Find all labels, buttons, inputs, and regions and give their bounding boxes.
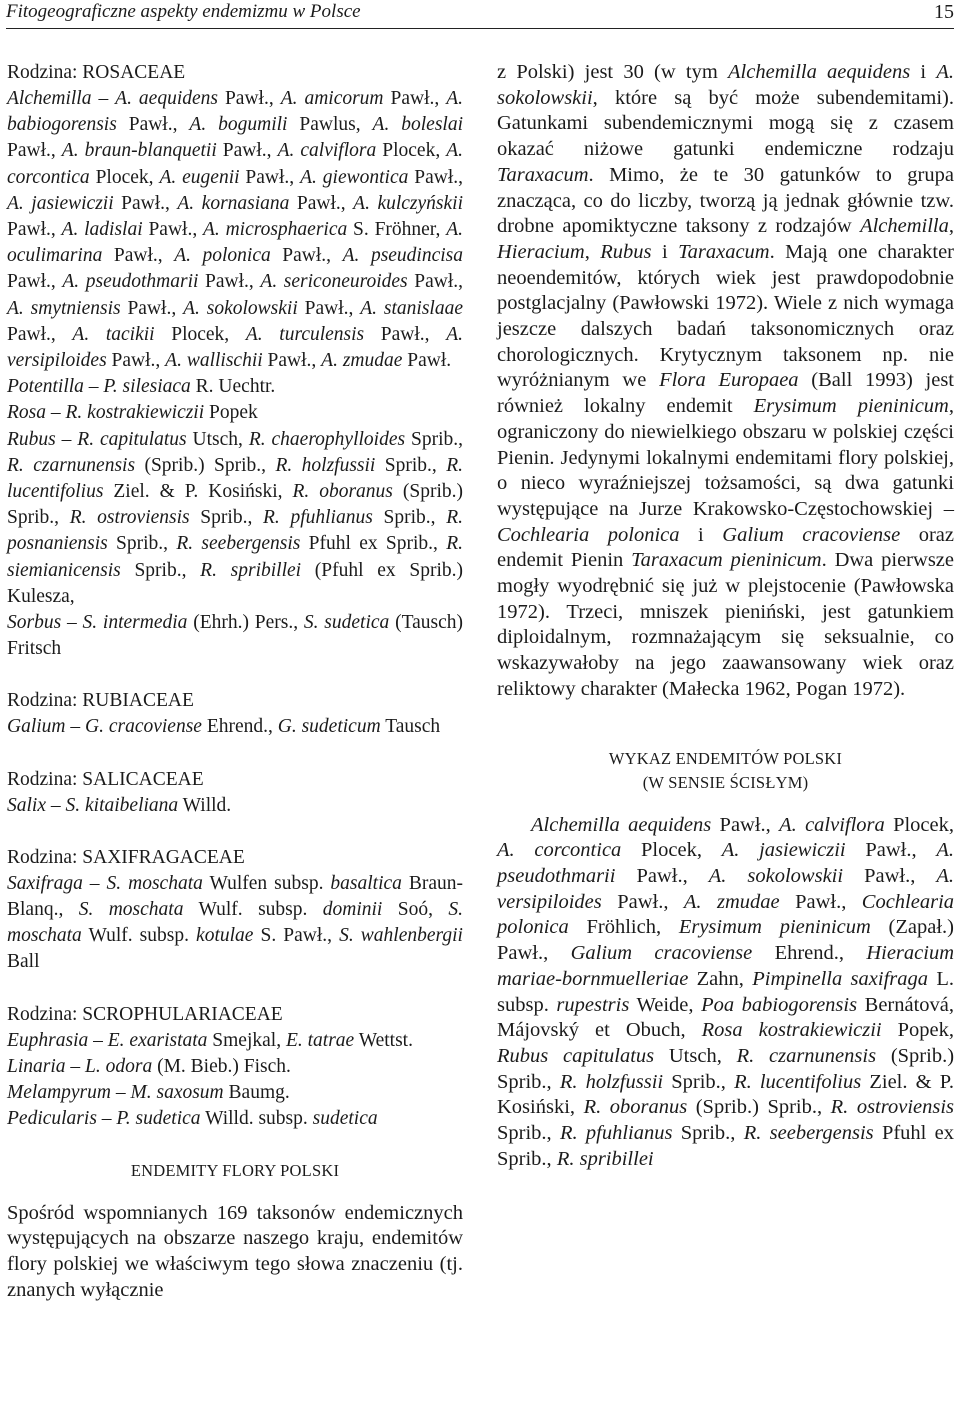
taxon-name: A. microsphaerica xyxy=(202,219,348,241)
text-run: Sprib., xyxy=(375,454,447,476)
spacer xyxy=(7,1133,463,1159)
taxon-name: Poa babiogorensis xyxy=(701,993,858,1016)
page-number: 15 xyxy=(934,1,954,23)
taxon-name: Salix xyxy=(7,794,46,816)
section-heading: ENDEMITY FLORY POLSKI xyxy=(130,1160,340,1180)
taxon-name: A. sokolowskii xyxy=(497,61,954,109)
taxon-entry xyxy=(7,427,463,610)
text-run: Pawł., xyxy=(779,890,862,913)
text-run: Pawł., xyxy=(7,140,62,162)
text-run: – xyxy=(83,376,104,398)
taxon-name: R. lucentifolius xyxy=(7,454,463,503)
taxon-name: R. oboranus xyxy=(292,481,393,503)
taxon-name: Alchemilla aequidens xyxy=(728,61,911,83)
text-run: L. subsp. xyxy=(497,967,955,1016)
taxon-name: R. holzfussii xyxy=(275,454,376,476)
running-header xyxy=(6,0,954,29)
taxon-name: R. pfuhlianus xyxy=(263,507,373,529)
taxon-name: Rosa xyxy=(7,402,46,424)
taxon-name: R. lucentifolius xyxy=(734,1070,862,1093)
taxon-name: A. aequidens xyxy=(115,88,218,109)
text-run: Ziel. & P. Kosiński, xyxy=(497,1070,954,1119)
taxon-name: A. polonica xyxy=(174,245,271,267)
text-run: – xyxy=(46,794,66,816)
spacer xyxy=(497,795,954,813)
text-run: – xyxy=(65,1055,86,1077)
text-run: (Sprib.) Sprib., xyxy=(135,454,276,476)
text-run: . Mają one charakter neoendemitów, których wiek jest prawdopodobnie postglacjalny (Pawłowski 1972). Wiele z nich wymaga jeszcze dalszych badań taksonomicznych oraz chorologicznych. Krytycznym taksonem np. nie wyróżnianym we xyxy=(497,240,955,392)
taxon-entry xyxy=(7,86,463,374)
taxon-entry xyxy=(7,610,463,662)
family-heading: Rodzina: SCROPHULARIACEAE xyxy=(7,1003,283,1025)
text-run: Ziel. & P. Kosiński, xyxy=(103,481,293,503)
text-run: Utsch, xyxy=(186,428,249,450)
text-run: . Dwa pierwsze mogły wyodrębnić się już w plejstocenie (Pawłowska 1972). Trzeci, mniszek pieniński, jest gatunkiem diploidalnym, rozmnażającym się seksualnie, co wskazywałoby na jego zaawansowany wiek oraz reliktowy charakter (Małecka 1962, Pogan 1972). xyxy=(497,549,954,700)
taxon-name: sudetica xyxy=(312,1108,378,1130)
text-run: (Ball 1993) jest również lokalny endemit xyxy=(497,369,954,418)
text-run: Sprib., xyxy=(405,428,463,450)
taxon-name: R. seebergensis xyxy=(176,533,301,555)
spacer xyxy=(7,819,463,845)
text-run: Pfuhl ex Sprib., xyxy=(300,533,447,555)
spacer xyxy=(7,741,463,767)
taxon-name: P. silesiaca xyxy=(103,376,191,398)
taxon-name: A. stanislaae xyxy=(360,297,463,319)
taxon-name: L. odora xyxy=(85,1055,153,1077)
text-run: Plocek, xyxy=(154,323,246,345)
taxon-name: Linaria xyxy=(7,1055,66,1077)
taxon-name: S. moschata xyxy=(78,899,184,921)
taxon-entry xyxy=(7,871,463,976)
text-run: i xyxy=(679,523,723,546)
taxon-name: A. jasiewiczii xyxy=(721,839,846,862)
taxon-entry xyxy=(7,374,463,400)
text-run: Pawlus, xyxy=(287,114,373,136)
taxon-name: Rubus xyxy=(600,240,652,263)
taxon-name: G. cracoviense xyxy=(85,716,202,738)
text-run: Spośród wspomnianych 169 taksonów endemicznych występujących na obszarze naszego kraju, endemitów flory polskiej we właściwym tego słowa znaczeniu (tj. znanych wyłącznie xyxy=(7,1201,463,1301)
text-run: Pfuhl ex Sprib., xyxy=(497,1122,954,1170)
taxon-name: Cochlearia polonica xyxy=(497,523,680,546)
text-run: – xyxy=(91,88,116,109)
text-run: Popek, xyxy=(881,1019,955,1042)
text-run: Pawł., xyxy=(142,219,203,241)
text-run: Tausch xyxy=(380,716,441,738)
text-run: Pawł., xyxy=(289,192,354,214)
taxon-name: Alchemilla xyxy=(7,88,92,109)
text-run: (Ehrh.) Pers., xyxy=(187,612,304,634)
taxon-name: A. versipiloides xyxy=(7,323,463,372)
text-run: Plocek, xyxy=(621,839,722,862)
taxon-name: A. pseudothmarii xyxy=(62,271,199,293)
taxon-name: A. wallischii xyxy=(165,350,263,372)
taxon-name: R. pfuhlianus xyxy=(559,1122,673,1145)
taxon-name: Cochlearia polonica xyxy=(497,890,955,939)
taxon-name: R. ostroviensis xyxy=(69,507,190,529)
text-run: Pawł., xyxy=(845,839,937,862)
text-run: Ehrend., xyxy=(201,716,278,738)
text-run: Pawł., xyxy=(7,219,62,241)
text-run: Pawł., xyxy=(364,323,447,345)
spacer xyxy=(7,1183,463,1201)
text-run: – xyxy=(96,1108,117,1130)
taxon-name: Potentilla xyxy=(7,376,84,398)
taxon-name: Galium xyxy=(7,716,66,738)
taxon-name: A. zmudae xyxy=(683,890,780,913)
text-run: – xyxy=(61,612,83,634)
text-run: Sprib., xyxy=(120,559,201,581)
taxon-name: S. wahlenbergii xyxy=(339,925,463,947)
spacer xyxy=(7,662,463,688)
text-run: Pawł., xyxy=(407,271,463,293)
taxon-name: R. seebergensis xyxy=(743,1122,874,1145)
taxon-name: A. kornasiana xyxy=(177,192,290,214)
text-run: Popek xyxy=(204,402,258,424)
taxon-name: E. tatrae xyxy=(285,1029,355,1051)
taxon-entry xyxy=(7,1028,463,1054)
taxon-name: Pimpinella saxifraga xyxy=(752,967,929,990)
text-run: – xyxy=(82,872,107,894)
taxon-name: A. smytniensis xyxy=(7,297,121,319)
family-heading: Rodzina: SAXIFRAGACEAE xyxy=(7,846,245,868)
text-run: Wettst. xyxy=(354,1029,413,1051)
spacer xyxy=(497,703,954,747)
taxon-name: R. posnaniensis xyxy=(7,507,463,555)
taxon-entry xyxy=(7,714,463,740)
taxon-name: A. tacikii xyxy=(72,323,155,345)
taxon-name: R. kostrakiewiczii xyxy=(65,402,205,424)
text-run: Pawł., xyxy=(711,813,780,836)
taxon-entry xyxy=(7,1054,463,1080)
text-run: Pawł., xyxy=(239,166,301,188)
left-column xyxy=(7,60,463,1303)
taxon-name: A. corcontica xyxy=(7,140,464,188)
taxon-name: Alchemilla xyxy=(860,215,949,238)
text-run: (Pfuhl ex Sprib.) Kulesza, xyxy=(7,559,463,607)
taxon-entry xyxy=(7,1080,463,1106)
taxon-name: R. spribillei xyxy=(200,559,302,581)
taxon-name: R. ostroviensis xyxy=(830,1096,955,1119)
section-heading: (W SENSIE ŚCISŁYM) xyxy=(642,772,809,792)
taxon-name: A. pseudothmarii xyxy=(497,839,954,887)
section-heading: WYKAZ ENDEMITÓW POLSKI xyxy=(608,748,843,768)
taxon-name: A. bogumili xyxy=(189,114,288,136)
spacer xyxy=(7,976,463,1002)
text-run: Bernátová, Májovský et Obuch, xyxy=(497,993,955,1042)
text-run: – xyxy=(110,1082,131,1104)
taxon-name: A. versipiloides xyxy=(497,864,954,913)
text-run: Pawł., xyxy=(116,114,190,136)
text-run: Pawł., xyxy=(408,166,464,188)
text-run: (M. Bieb.) Fisch. xyxy=(152,1055,291,1077)
text-run: i xyxy=(651,240,679,263)
family-heading: Rodzina: RUBIACEAE xyxy=(7,690,194,712)
taxon-name: S. sudetica xyxy=(303,612,390,634)
text-paragraph xyxy=(7,1201,463,1304)
text-run: . Mimo, że te 30 gatunków to grupa znacząca, co do liczby, tworzą ją jednak głównie tzw. drobne apomiktyczne taksony z rodzajów xyxy=(497,163,954,238)
taxon-name: A. eugenii xyxy=(159,166,240,188)
taxon-name: Erysimum pieninicum xyxy=(678,916,871,939)
text-run: (Sprib.) Sprib., xyxy=(687,1096,831,1119)
text-run: (Sprib.) Sprib., xyxy=(7,481,463,529)
taxon-name: Hieracium mariae-bornmuelleriae xyxy=(497,942,955,990)
taxon-name: Melampyrum xyxy=(7,1082,111,1104)
taxon-name: M. saxosum xyxy=(130,1082,224,1104)
text-run: S. Fröhner, xyxy=(347,219,447,241)
taxon-name: Hieracium xyxy=(497,240,585,263)
text-run: (Sprib.) Sprib., xyxy=(497,1044,955,1093)
text-run: Weide, xyxy=(629,993,702,1016)
taxon-name: A. kulczyńskii xyxy=(353,192,464,214)
taxon-name: R. siemianicensis xyxy=(7,533,463,581)
taxon-name: Erysimum pieninicum xyxy=(753,395,949,418)
text-run: Pawł., xyxy=(218,88,281,109)
text-run: Sprib., xyxy=(372,507,447,529)
taxon-name: A. amicorum xyxy=(280,88,384,109)
taxon-name: G. sudeticum xyxy=(277,716,381,738)
text-run: Pawł., xyxy=(270,245,343,267)
taxon-name: Rubus xyxy=(7,428,56,450)
text-run: Pawł., xyxy=(198,271,261,293)
text-run: Pawł., xyxy=(383,88,447,109)
text-run: Wulf. subsp. xyxy=(183,899,323,921)
text-run: Zahn, xyxy=(688,967,753,990)
text-run: Pawł., xyxy=(102,245,175,267)
text-run: , które są być może subendemitami). Gatunkami subendemicznymi mogą się z czasem okazać niżowe gatunki endemiczne rodzaju xyxy=(497,86,954,161)
text-run: Smejkal, xyxy=(207,1029,286,1051)
taxon-name: A. oculimarina xyxy=(7,219,463,267)
taxon-name: kotulae xyxy=(196,925,254,947)
text-run: Willd. subsp. xyxy=(200,1108,313,1130)
text-run: – xyxy=(55,428,78,450)
taxon-name: A. jasiewiczii xyxy=(7,192,114,214)
text-run: Ehrend., xyxy=(752,942,867,965)
taxon-name: S. intermedia xyxy=(82,612,188,634)
taxon-name: R. chaerophylloides xyxy=(248,428,406,450)
taxon-name: Galium cracoviense xyxy=(722,523,901,546)
text-run: Baumg. xyxy=(223,1082,290,1104)
taxon-name: Taraxacum xyxy=(678,240,770,263)
text-run: , xyxy=(584,240,601,263)
text-run: Pawł., xyxy=(7,323,73,345)
taxon-name: P. sudetica xyxy=(116,1108,201,1130)
taxon-name: Rubus capitulatus xyxy=(497,1044,655,1067)
text-run: Pawł., xyxy=(7,271,63,293)
text-run: , ograniczony do niewielkiego obszaru w polskiej części Pienin. Jedynymi lokalnymi endemitami flory polskiej, o nieco wyraźniejszej tożsamości, są dwa gatunki występujące na Jurze Krakowsko-Częstochowskiej – xyxy=(497,395,954,520)
family-heading: Rodzina: SALICACEAE xyxy=(7,768,204,790)
right-column xyxy=(497,60,954,1172)
taxon-name: S. moschata xyxy=(7,899,463,947)
taxon-name: A. braun-blanquetii xyxy=(61,140,217,162)
text-run: Pawł., xyxy=(262,350,322,372)
taxon-name: Euphrasia xyxy=(7,1029,89,1051)
text-run: Pawł., xyxy=(120,297,184,319)
text-run: (Tausch) Fritsch xyxy=(7,612,464,660)
text-run: – xyxy=(65,716,85,738)
taxon-name: Sorbus xyxy=(7,612,62,634)
text-run: S. Pawł., xyxy=(253,925,340,947)
taxon-name: dominii xyxy=(322,899,383,921)
taxon-name: S. moschata xyxy=(106,872,203,894)
taxon-name: A. pseudincisa xyxy=(342,245,464,267)
text-run: Wulfen subsp. xyxy=(202,872,331,894)
text-run: – xyxy=(46,402,66,424)
taxon-name: A. turculensis xyxy=(245,323,365,345)
text-run: Pawł., xyxy=(216,140,278,162)
taxon-name: A. sericoneuroides xyxy=(260,271,408,293)
text-run: , xyxy=(948,215,954,238)
text-run: Wulf. subsp. xyxy=(81,925,197,947)
taxon-name: Rosa kostrakiewiczii xyxy=(701,1019,882,1042)
text-run: Braun-Blanq., xyxy=(7,872,464,921)
taxon-name: E. exaristata xyxy=(107,1029,208,1051)
text-run: Pawł., xyxy=(843,864,937,887)
text-run: Sprib., xyxy=(497,1122,560,1145)
text-run: Utsch, xyxy=(654,1044,737,1067)
text-run: Ball xyxy=(7,951,40,973)
text-run: Plocek, xyxy=(884,813,955,836)
taxon-name: Alchemilla aequidens xyxy=(531,813,712,836)
taxon-name: R. spribillei xyxy=(556,1147,654,1170)
taxon-name: A. boleslai xyxy=(372,114,464,136)
text-run: Pawł., xyxy=(297,297,361,319)
taxon-name: Galium cracoviense xyxy=(570,942,753,965)
taxon-name: Pedicularis xyxy=(7,1108,97,1130)
text-run: R. Uechtr. xyxy=(190,376,276,398)
text-run: Sprib., xyxy=(189,507,263,529)
taxon-name: Flora Europaea xyxy=(659,369,799,392)
taxon-name: R. holzfussii xyxy=(559,1070,664,1093)
taxon-name: R. capitulatus xyxy=(77,428,187,450)
taxon-name: A. calviflora xyxy=(277,140,377,162)
text-run: Fröhlich, xyxy=(568,916,679,939)
taxon-name: A. sokolowskii xyxy=(708,864,844,887)
text-run: Soó, xyxy=(382,899,449,921)
taxon-name: A. calviflora xyxy=(779,813,885,836)
text-run: Pawł., xyxy=(106,350,166,372)
taxon-name: A. babiogorensis xyxy=(7,88,464,136)
text-run: oraz endemit Pienin xyxy=(497,523,954,572)
text-run: Sprib., xyxy=(672,1122,744,1145)
text-run: Pawł. xyxy=(402,350,452,372)
taxon-name: Taraxacum pieninicum xyxy=(631,549,822,572)
taxon-name: R. oboranus xyxy=(583,1096,688,1119)
text-run: Pawł., xyxy=(615,864,709,887)
text-run: i xyxy=(910,61,937,83)
taxon-name: A. zmudae xyxy=(321,350,403,372)
text-paragraph xyxy=(497,60,954,703)
taxon-name: R. czarnunensis xyxy=(736,1044,877,1067)
text-run: – xyxy=(88,1029,108,1051)
taxon-name: A. giewontica xyxy=(300,166,409,188)
taxon-name: Taraxacum xyxy=(497,163,589,186)
text-run: Pawł., xyxy=(601,890,684,913)
taxon-name: S. kitaibeliana xyxy=(65,794,179,816)
text-run: Pawł., xyxy=(113,192,178,214)
taxon-name: A. ladislai xyxy=(61,219,143,241)
taxon-name: Saxifraga xyxy=(7,872,83,894)
taxon-entry xyxy=(7,1106,463,1132)
running-title: Fitogeograficzne aspekty endemizmu w Polsce xyxy=(6,1,361,22)
taxon-name: basaltica xyxy=(330,872,402,894)
taxon-name: A. sokolowskii xyxy=(183,297,298,319)
text-run: Plocek, xyxy=(89,166,160,188)
text-run: (Zapał.) Pawł., xyxy=(497,916,954,965)
text-run: Willd. xyxy=(178,794,232,816)
taxon-entry xyxy=(7,400,463,426)
text-run: Sprib., xyxy=(663,1070,735,1093)
family-heading: Rodzina: ROSACEAE xyxy=(7,62,186,83)
taxon-name: A. corcontica xyxy=(497,839,622,862)
text-paragraph xyxy=(497,813,954,1173)
taxon-entry xyxy=(7,793,463,819)
taxon-name: rupestris xyxy=(556,993,630,1016)
taxon-name: R. czarnunensis xyxy=(7,454,136,476)
text-run: z Polski) jest 30 (w tym xyxy=(497,61,729,83)
text-run: Sprib., xyxy=(107,533,177,555)
text-run: Plocek, xyxy=(376,140,447,162)
